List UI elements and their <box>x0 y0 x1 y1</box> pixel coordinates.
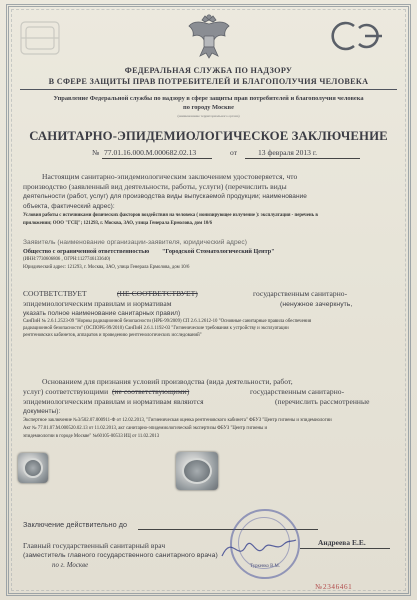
signer-title-line1: Главный государственный санитарный врач <box>23 541 166 550</box>
applicant-address: Юридический адрес: 121293, г. Москва, ЗАО, улица Генерала Ермолова, дом 10/6 <box>23 265 190 270</box>
applicant-name: "Городской Стоматологический Центр" <box>162 248 275 255</box>
hologram-sticker-left <box>18 453 48 483</box>
serial-number: 2346461 <box>323 583 353 591</box>
valid-until-label: Заключение действительно до <box>23 520 128 529</box>
certify-text-line3: деятельности (работ, услуг) для производства виды выпускаемой продукции; наименование <box>23 193 307 200</box>
header-divider <box>20 89 397 90</box>
signature-print-name: Туркенко В.М. <box>250 564 280 569</box>
not-conform-word: (НЕ СООТВЕТСТВУЕТ) <box>117 289 198 298</box>
conform-line3: указать полное наименование санитарных правил) <box>23 310 181 317</box>
document-title: САНИТАРНО-ЭПИДЕМИОЛОГИЧЕСКОЕ ЗАКЛЮЧЕНИЕ <box>29 129 388 143</box>
certify-text-line2: производство (заявленный вид деятельности, работы, услуги) (перечислить виды <box>23 182 287 191</box>
department-line1: Управление Федеральной службы по надзору в сфере защиты прав потребителей и благополучия человека <box>53 95 364 102</box>
applicant-ids: (ИНН:7730606806 , ОГРН:1127746133640) <box>23 257 111 262</box>
basis-line2a: услуг) соответствующими <box>23 387 109 396</box>
basis-line3-hint: (перечислить рассмотренные <box>275 397 370 406</box>
agency-name-line2: В СФЕРЕ ЗАЩИТЫ ПРАВ ПОТРЕБИТЕЛЕЙ И БЛАГОПОЛУЧИЯ ЧЕЛОВЕКА <box>48 77 369 86</box>
hologram-sticker-center <box>176 452 218 490</box>
basis-line4: документы): <box>23 408 61 415</box>
signer-title-line3: по г. Москве <box>52 562 89 569</box>
documents-line3: эпидемиологии в городе Москве" №60105-00533 ИЦ от 11.02.2013 <box>23 434 160 439</box>
document-date: 13 февраля 2013 г. <box>258 148 318 157</box>
conform-rest: государственным санитарно- <box>253 289 348 298</box>
signer-name: Андреева Е.Е. <box>318 538 366 547</box>
documents-line1: Экспертное заключение №3/502.07.000911-Ф от 12.02.2013, "Гигиеническая оценка рентгеновского кабинета" ФБУЗ "Центр гигиены и эпидемиологии <box>23 418 332 423</box>
number-prefix: № <box>92 148 100 157</box>
handwritten-signature-icon <box>218 528 298 568</box>
date-prefix: от <box>230 148 238 157</box>
basis-line1: Основанием для признания условий производства (вида деятельности, работ, <box>42 377 293 386</box>
department-hint: (наименование территориального органа) <box>177 114 240 118</box>
conform-line2-hint: (ненужное зачеркнуть, <box>280 301 353 308</box>
basis-line3: эпидемиологическим правилам и нормативам являются <box>23 397 204 406</box>
rules-line3: рентгеновских кабинетов, аппаратов и проведению рентгенологических исследований" <box>23 333 202 338</box>
basis-line2b: (не соответствующими) <box>112 387 190 396</box>
signer-name-underline <box>300 548 390 549</box>
basis-line2c: государственным санитарно- <box>250 387 345 396</box>
applicant-name-label: Общество с ограниченной ответственностью <box>23 248 150 255</box>
activity-line1: Условия работы с источниками физических факторов воздействия на человека ( ионизирующее излучение ): эксплуатация - перечень в <box>23 213 318 218</box>
conform-word: СООТВЕТСТВУЕТ <box>23 289 87 298</box>
agency-name-line1: ФЕДЕРАЛЬНАЯ СЛУЖБА ПО НАДЗОРУ <box>124 66 293 75</box>
sanitary-logo-icon <box>330 16 400 56</box>
conform-line2: эпидемиологическим правилам и нормативам <box>23 299 172 308</box>
certify-text-line1: Настоящим санитарно-эпидемиологическим заключением удостоверяется, что <box>42 172 298 181</box>
activity-line2: приложении; ООО "ГСЦ"; 121293, г. Москва, ЗАО, улица Генерала Ермолова, дом 10/6 <box>23 221 212 226</box>
number-underline <box>102 158 212 159</box>
rules-line1: СанПиН № 2.6.1.2523-09 "Нормы радиационной безопасности (НРБ-99/2009) СП 2.6.1.2612-10 "Основные санитарные правила обеспечения <box>23 319 312 324</box>
serial-prefix: № <box>315 583 323 591</box>
double-headed-eagle-emblem-icon <box>186 12 232 62</box>
date-underline <box>245 158 360 159</box>
rules-line2: радиационной безопасности" (ОСПОРБ-99/2010) СанПиН 2.6.1.1192-03 "Гигиенические требования к устройству и эксплуатации <box>23 326 289 331</box>
signer-title-line2: (заместитель главного государственного санитарного врача) <box>23 552 218 559</box>
document-number: 77.01.16.000.М.000682.02.13 <box>104 148 197 157</box>
documents-line2: Акт № 77.01.07.М.000520.02.13 от 11.02.2013, акт санитарно-эпидемиологической экспертизы ФБУЗ "Центр гигиены и <box>23 426 268 431</box>
logo-outline-icon <box>15 14 65 64</box>
certify-text-line4: объекта, фактический адрес): <box>23 203 115 210</box>
applicant-hint: Заявитель (наименование организации-заявителя, юридический адрес) <box>23 239 247 246</box>
department-line2: по городу Москве <box>183 104 234 111</box>
